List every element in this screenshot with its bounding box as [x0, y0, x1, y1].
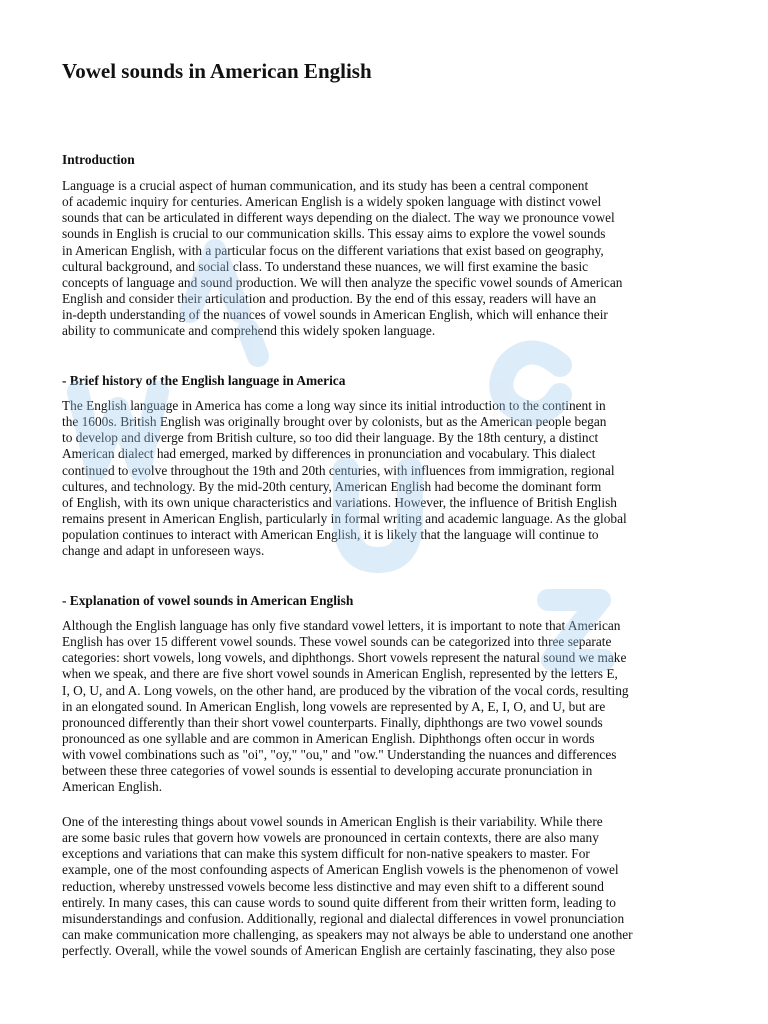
text-line: pronounced differently than their short vowel counterparts. Finally, diphthongs are two vowel sounds: [62, 714, 603, 730]
paragraph-vowel-categories: [62, 618, 710, 796]
text-line: I, O, U, and A. Long vowels, on the other hand, are produced by the vibration of the vocal cords, resulting: [62, 682, 629, 698]
text-line: The English language in America has come a long way since its initial introduction to the continent in: [62, 398, 606, 413]
text-line: are some basic rules that govern how vowels are pronounced in certain contexts, there are also many: [62, 830, 599, 846]
text-line: in an elongated sound. In American English, long vowels are represented by A, E, I, O, and U, but are: [62, 698, 606, 714]
text-line: One of the interesting things about vowel sounds in American English is their variability. While there: [62, 814, 603, 829]
text-line: concepts of language and sound production. We will then analyze the specific vowel sounds of American: [62, 274, 623, 290]
text-line: English and consider their articulation and production. By the end of this essay, readers will have an: [62, 290, 597, 306]
text-line: continued to evolve throughout the 19th and 20th centuries, with influences from immigration, regional: [62, 462, 615, 478]
text-line: sounds in English is crucial to our communication skills. This essay aims to explore the vowel sounds: [62, 226, 606, 242]
text-line: Although the English language has only five standard vowel letters, it is important to note that American: [62, 618, 621, 633]
text-line: misunderstandings and confusion. Additionally, regional and dialectal differences in vowel pronunciation: [62, 910, 625, 926]
text-line: can make communication more challenging, as speakers may not always be able to understand one another: [62, 926, 633, 942]
text-line: to develop and diverge from British culture, so too did their language. By the 18th century, a distinct: [62, 430, 599, 446]
text-line: of academic inquiry for centuries. American English is a widely spoken language with distinct vowel: [62, 194, 602, 210]
text-line: in American English, with a particular focus on the different variations that exist based on geography,: [62, 242, 604, 258]
paragraph-history: [62, 398, 710, 559]
text-line: ability to communicate and comprehend this widely spoken language.: [62, 323, 436, 339]
text-line: when we speak, and there are five short vowel sounds in American English, represented by the letters E,: [62, 666, 618, 682]
text-line: change and adapt in unforeseen ways.: [62, 543, 265, 559]
text-line: exceptions and variations that can make this system difficult for non-native speakers to master. For: [62, 846, 590, 862]
text-line: American dialect had emerged, marked by differences in pronunciation and vocabulary. This dialect: [62, 446, 596, 462]
text-line: Language is a crucial aspect of human communication, and its study has been a central component: [62, 178, 589, 193]
text-line: population continues to interact with American English, it is likely that the language will continue to: [62, 527, 599, 543]
text-line: perfectly. Overall, while the vowel sounds of American English are certainly fascinating, they also pose: [62, 943, 616, 959]
text-line: cultural background, and social class. To understand these nuances, we will first examine the basic: [62, 258, 589, 274]
text-line: English has over 15 different vowel sounds. These vowel sounds can be categorized into three separate: [62, 634, 612, 650]
text-line: of English, with its own unique characteristics and variations. However, the influence of British English: [62, 494, 617, 510]
section-heading-introduction: Introduction: [62, 152, 135, 167]
text-line: remains present in American English, particularly in formal writing and academic language. As the global: [62, 510, 627, 526]
text-line: in-depth understanding of the nuances of vowel sounds in American English, which will enhance their: [62, 307, 608, 323]
section-heading-vowel-sounds: - Explanation of vowel sounds in American English: [62, 593, 354, 608]
text-line: sounds that can be articulated in different ways depending on the dialect. The way we pronounce vowel: [62, 210, 615, 226]
text-line: cultures, and technology. By the mid-20th century, American English had become the dominant form: [62, 478, 602, 494]
text-line: the 1600s. British English was originally brought over by colonists, but as the American people began: [62, 414, 607, 430]
text-line: with vowel combinations such as "oi", "oy," "ou," and "ow." Understanding the nuances and differences: [62, 747, 617, 763]
text-line: between these three categories of vowel sounds is essential to developing accurate pronunciation in: [62, 763, 593, 779]
text-line: entirely. In many cases, this can cause words to sound quite different from their written form, leading to: [62, 894, 616, 910]
text-line: pronounced as one syllable and are common in American English. Diphthongs often occur in words: [62, 730, 595, 746]
text-line: American English.: [62, 779, 163, 795]
section-heading-history: - Brief history of the English language in America: [62, 373, 346, 388]
document-title: Vowel sounds in American English: [62, 59, 372, 83]
paragraph-vowel-variability: [62, 814, 710, 959]
text-line: example, one of the most confounding aspects of American English vowels is the phenomenon of vowel: [62, 862, 619, 878]
paragraph-introduction: [62, 178, 710, 339]
text-line: reduction, whereby unstressed vowels become less distinctive and may even shift to a different sound: [62, 878, 604, 894]
text-line: categories: short vowels, long vowels, and diphthongs. Short vowels represent the natural sound we make: [62, 650, 627, 666]
